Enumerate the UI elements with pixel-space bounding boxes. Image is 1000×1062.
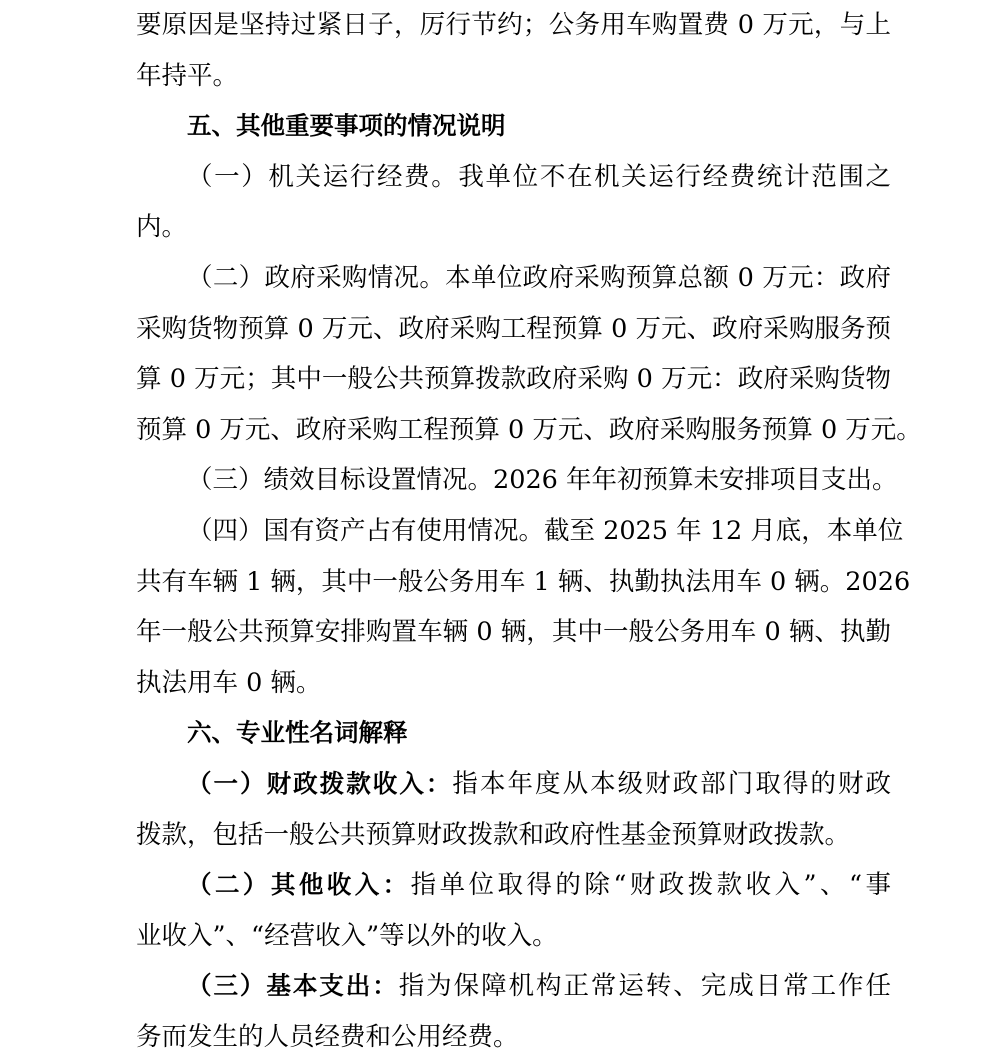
paragraph-line: 预算 0 万元、政府采购工程预算 0 万元、政府采购服务预算 0 万元。 <box>136 414 922 445</box>
paragraph-line: （四）国有资产占有使用情况。截至 2025 年 12 月底，本单位 <box>187 515 904 546</box>
paragraph-line: （三）绩效目标设置情况。2026 年年初预算未安排项目支出。 <box>187 465 898 496</box>
term-label: （三）基本支出： <box>187 971 399 1001</box>
document-page <box>136 0 922 1062</box>
paragraph-line: 年持平。 <box>136 60 239 91</box>
paragraph-line: 执法用车 0 辆。 <box>136 667 322 698</box>
section-heading: 六、专业性名词解释 <box>187 718 408 748</box>
paragraph-line: 务而发生的人员经费和公用经费。 <box>136 1021 519 1052</box>
definition-line <box>136 961 891 1012</box>
paragraph-line: 采购货物预算 0 万元、政府采购工程预算 0 万元、政府采购服务预 <box>136 313 891 344</box>
paragraph-line: （二）政府采购情况。本单位政府采购预算总额 0 万元：政府 <box>187 262 891 293</box>
paragraph-line: 内。 <box>136 212 188 243</box>
term-label: （一）财政拨款收入： <box>187 768 453 798</box>
definition-line <box>136 759 891 810</box>
section-heading: 五、其他重要事项的情况说明 <box>187 111 506 141</box>
term-label: （二）其他收入： <box>187 870 411 900</box>
paragraph-line: 要原因是坚持过紧日子，厉行节约；公务用车购置费 0 万元，与上 <box>136 10 891 40</box>
term-definition: 指本年度从本级财政部门取得的财政 <box>452 768 891 799</box>
paragraph-line: （一）机关运行经费。我单位不在机关运行经费统计范围之 <box>187 161 891 192</box>
paragraph-line: 算 0 万元；其中一般公共预算拨款政府采购 0 万元：政府采购货物 <box>136 364 891 395</box>
paragraph-line: 年一般公共预算安排购置车辆 0 辆，其中一般公务用车 0 辆、执勤 <box>136 617 891 648</box>
term-definition: 指单位取得的除“财政拨款收入”、“事 <box>410 870 891 901</box>
definition-line <box>136 860 891 911</box>
paragraph-line: 拨款，包括一般公共预算财政拨款和政府性基金预算财政拨款。 <box>136 819 851 850</box>
term-definition: 指为保障机构正常运转、完成日常工作任 <box>398 971 891 1002</box>
paragraph-line: 业收入”、“经营收入”等以外的收入。 <box>136 920 558 951</box>
paragraph-line: 共有车辆 1 辆，其中一般公务用车 1 辆、执勤执法用车 0 辆。2026 <box>136 566 911 597</box>
